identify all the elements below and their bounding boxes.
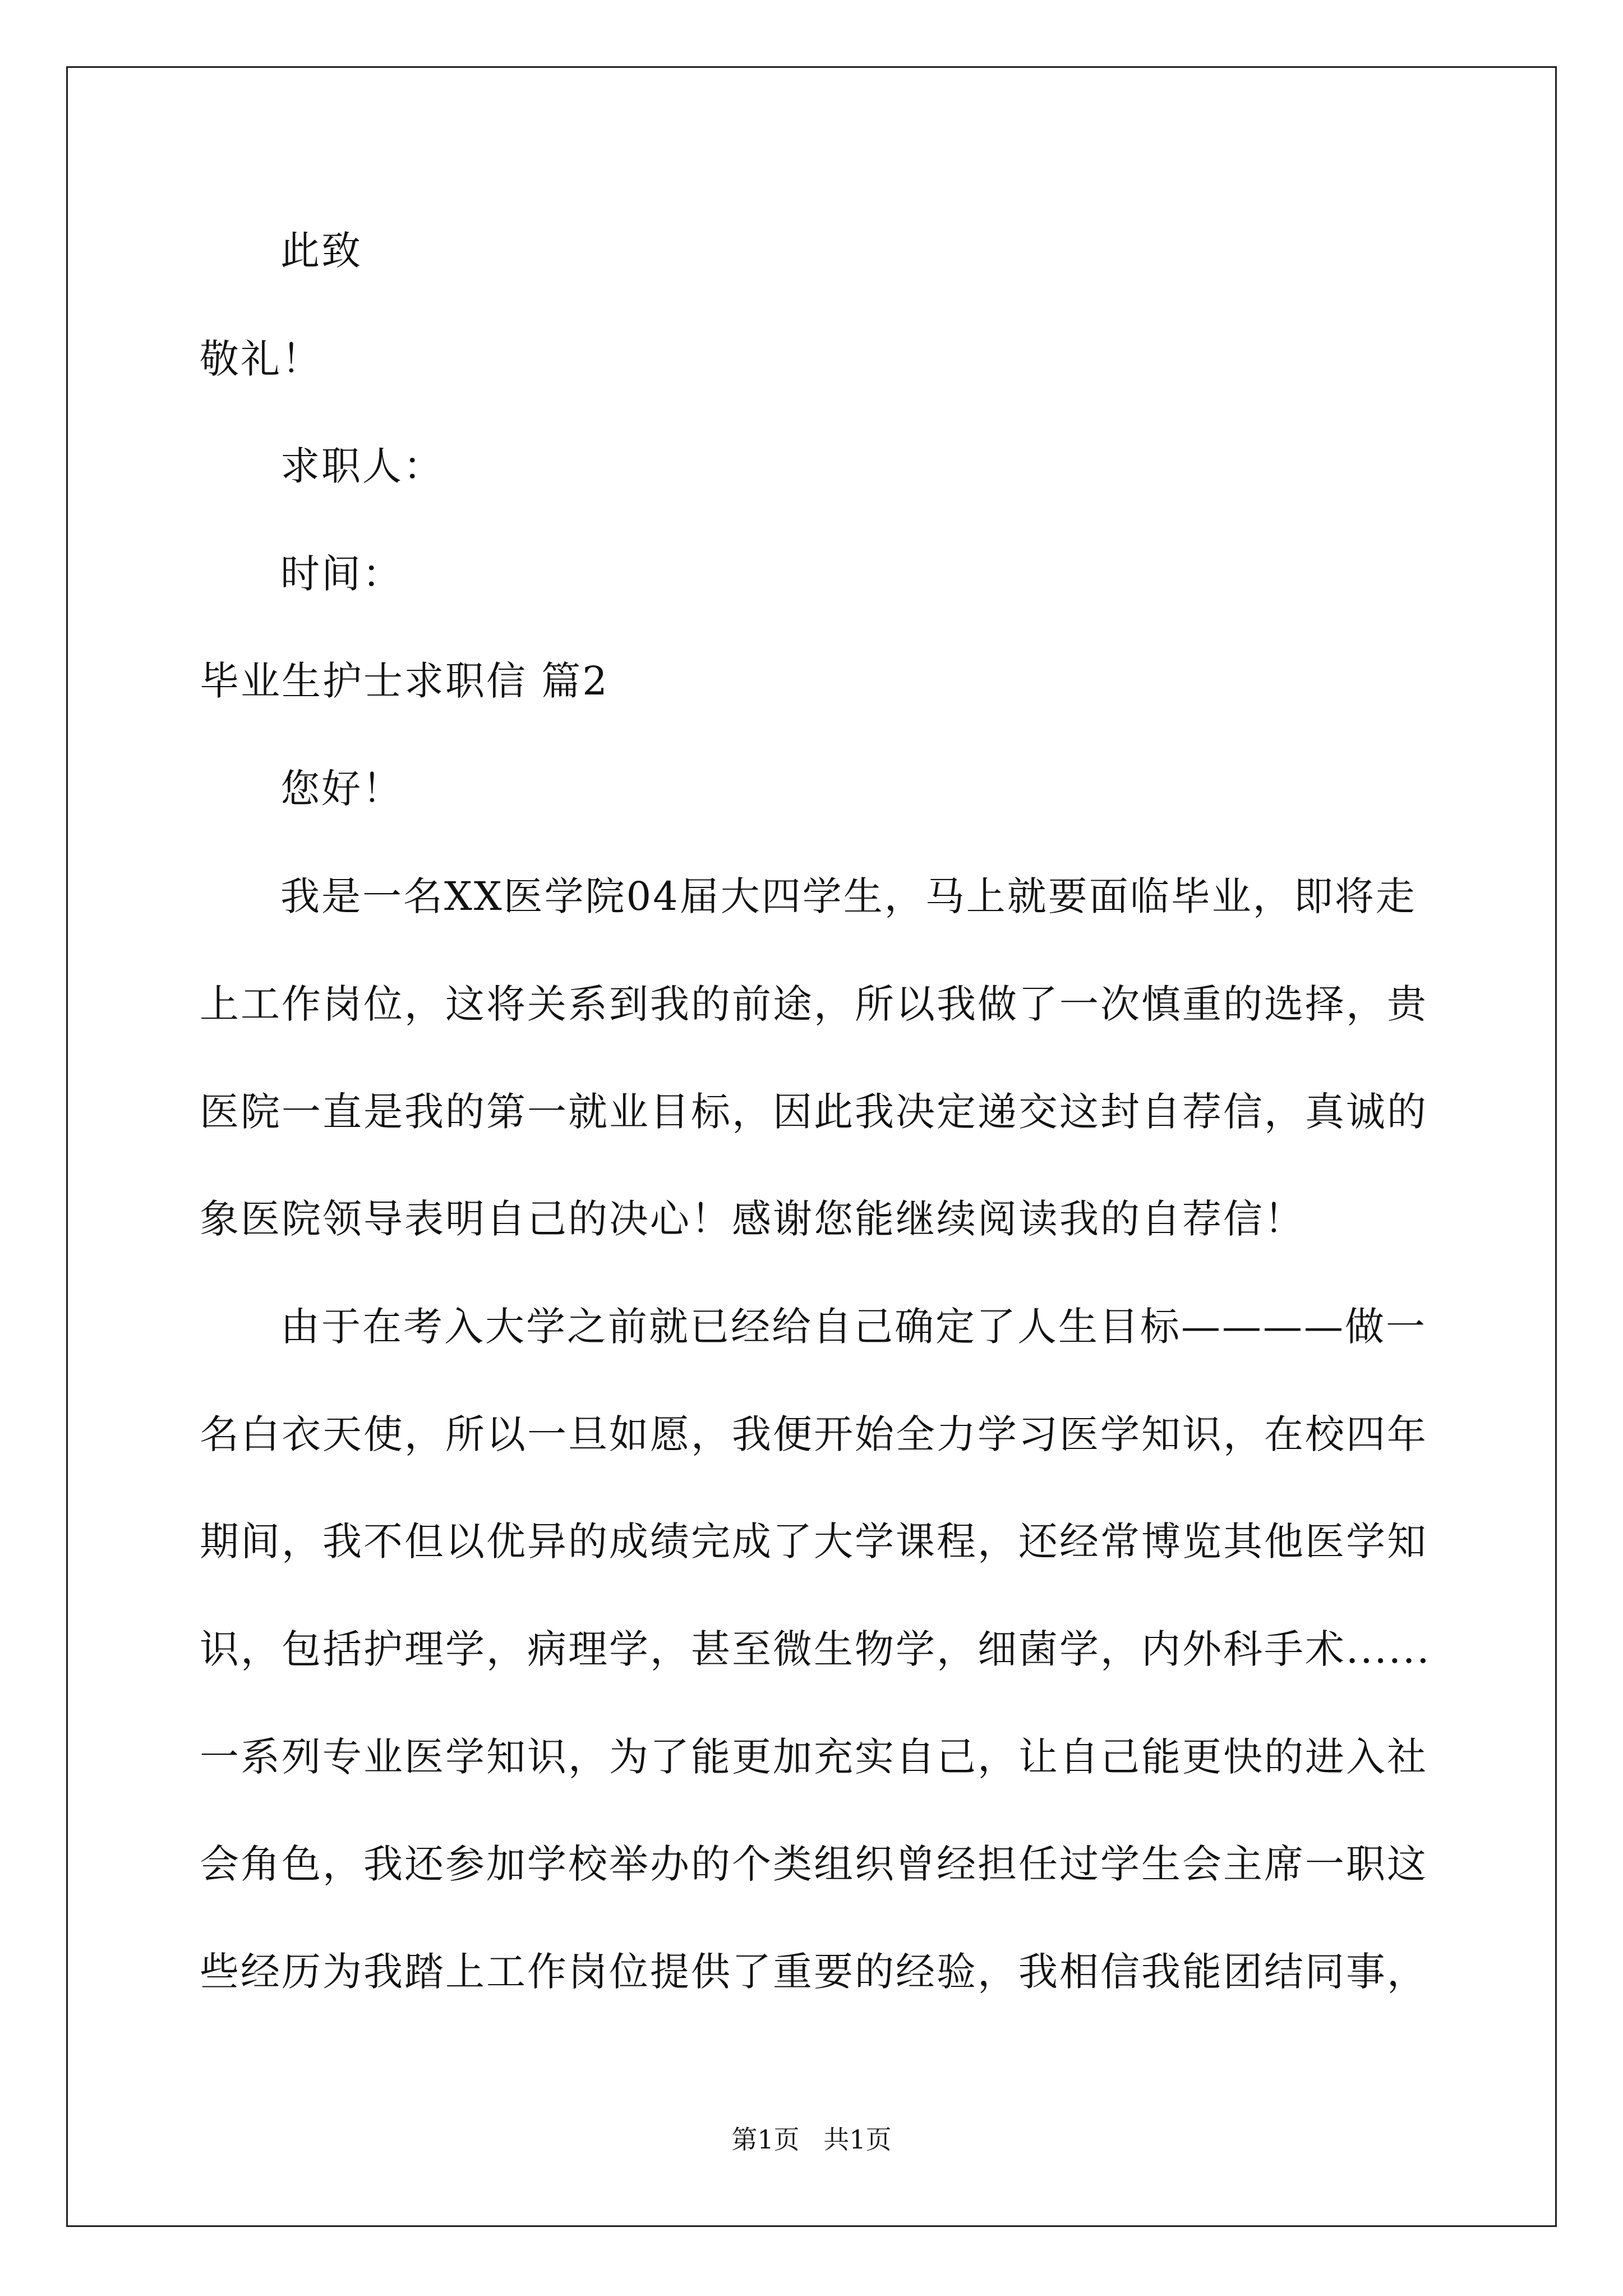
paragraph-line: 识，包括护理学，病理学，甚至微生物学，细菌学，内外科手术...... — [200, 1626, 1431, 1672]
paragraph-line: 医院一直是我的第一就业目标，因此我决定递交这封自荐信，真诚的 — [200, 1089, 1428, 1135]
paragraph-line: 上工作岗位，这将关系到我的前途，所以我做了一次慎重的选择，贵 — [200, 981, 1428, 1027]
page-border — [66, 66, 1557, 2227]
greeting: 您好！ — [280, 766, 403, 812]
paragraph-line: 一系列专业医学知识，为了能更加充实自己，让自己能更快的进入社 — [200, 1734, 1428, 1780]
paragraph-line: 些经历为我踏上工作岗位提供了重要的经验，我相信我能团结同事， — [200, 1949, 1428, 1995]
paragraph-line: 象医院领导表明自己的决心！感谢您能继续阅读我的自荐信！ — [200, 1196, 1305, 1242]
applicant-label: 求职人： — [280, 443, 444, 489]
paragraph-line: 由于在考入大学之前就已经给自己确定了人生目标————做一 — [280, 1304, 1427, 1350]
paragraph-line: 我是一名XX医学院04届大四学生，马上就要面临毕业，即将走 — [280, 873, 1417, 919]
closing-salutation: 此致 — [280, 228, 362, 274]
closing-regards: 敬礼！ — [200, 336, 322, 382]
time-label: 时间： — [280, 551, 403, 597]
page-footer — [0, 2123, 1623, 2156]
paragraph-line: 期间，我不但以优异的成绩完成了大学课程，还经常博览其他医学知 — [200, 1519, 1428, 1565]
paragraph-line: 名白衣天使，所以一旦如愿，我便开始全力学习医学知识，在校四年 — [200, 1411, 1428, 1457]
section-heading: 毕业生护士求职信 篇2 — [200, 658, 609, 704]
page-number-total: 共1页 — [823, 2124, 892, 2155]
paragraph-line: 会角色，我还参加学校举办的个类组织曾经担任过学生会主席一职这 — [200, 1841, 1428, 1887]
page-number-current: 第1页 — [731, 2124, 800, 2155]
